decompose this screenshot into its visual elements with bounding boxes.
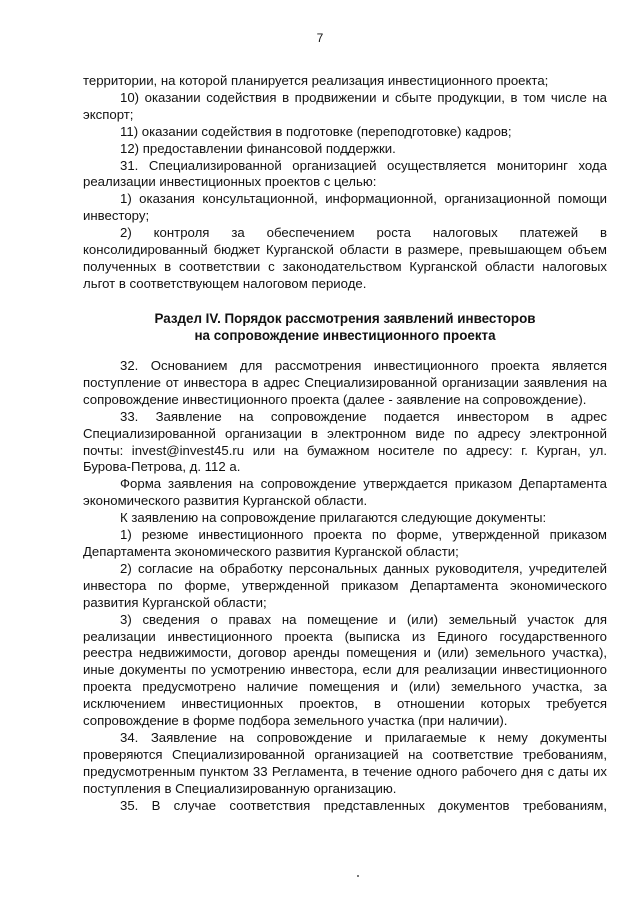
paragraph-documents-intro: К заявлению на сопровождение прилагаются следующие документы: — [120, 510, 547, 526]
paragraph-doc-2: 2) согласие на обработку персональных данных руководителя, учредителей инвестора по форме, утвержденной приказом Департамента экономического развития Курганской области; — [83, 560, 607, 610]
paragraph-doc-3: 3) сведения о правах на помещение и (или) земельный участок для реализации инвестиционного проекта (выписка из Единого государственного реестра недвижимости, договор аренды помещения и (или) земельного участка), иные документы по усмотрению инвестора, если для реализации инвестиционного проекта предусмотрено наличие помещения и (или) земельного участка, за исключением инвестиционных проектов, в отношении которых требуется сопровождение в форме подбора земельного участка (при наличии). — [83, 611, 607, 729]
section-iii-continuation — [83, 73, 607, 293]
paragraph-35: 35. В случае соответствия представленных документов требованиям, — [120, 797, 607, 813]
paragraph-territory: территории, на которой планируется реализация инвестиционного проекта; — [83, 73, 549, 88]
paragraph-31-item-2: 2) контроля за обеспечением роста налоговых платежей в консолидированный бюджет Курганской области в размере, превышающем объем полученных в соответствии с законодательством Курганской области налоговых льгот в соответствующем налоговом периоде. — [83, 225, 607, 291]
paragraph-item-10: 10) оказании содействия в продвижении и сбыте продукции, в том числе на экспорт; — [83, 89, 607, 122]
paragraph-doc-1: 1) резюме инвестиционного проекта по форме, утвержденной приказом Департамента экономического развития Курганской области; — [83, 527, 607, 559]
heading-line-1: Раздел IV. Порядок рассмотрения заявлений инвесторов — [154, 311, 536, 326]
scan-speck — [357, 875, 359, 877]
paragraph-32: 32. Основанием для рассмотрения инвестиционного проекта является поступление от инвестора в адрес Специализированной организации заявления на сопровождение инвестиционного проекта (далее - заявление на сопровождение). — [83, 358, 607, 407]
paragraph-31: 31. Специализированной организацией осуществляется мониторинг хода реализации инвестиционных проектов с целью: — [83, 157, 607, 190]
section-iv-body — [83, 358, 607, 814]
paragraph-item-11: 11) оказании содействия в подготовке (переподготовке) кадров; — [120, 123, 512, 139]
paragraph-34: 34. Заявление на сопровождение и прилагаемые к нему документы проверяются Специализированной организацией на соответствие требованиям, предусмотренным пунктом 33 Регламента, в течение одного рабочего дня с даты их поступления в Специализированную организацию. — [83, 729, 607, 796]
paragraph-31-item-1: 1) оказания консультационной, информационной, организационной помощи инвестору; — [83, 191, 607, 224]
paragraph-item-12: 12) предоставлении финансовой поддержки. — [120, 140, 396, 156]
section-iv-heading — [83, 310, 607, 344]
paragraph-33: 33. Заявление на сопровождение подается инвестором в адрес Специализированной организации в электронном виде по адресу электронной почты: invest@invest45.ru или на бумажном носителе по адресу: г. Курган, ул. Бурова-Петрова, д. 112 а. — [83, 408, 607, 475]
paragraph-form: Форма заявления на сопровождение утверждается приказом Департамента экономического развития Курганской области. — [83, 476, 607, 509]
heading-line-2: на сопровождение инвестиционного проекта — [194, 328, 496, 343]
page-number: 7 — [316, 31, 324, 45]
